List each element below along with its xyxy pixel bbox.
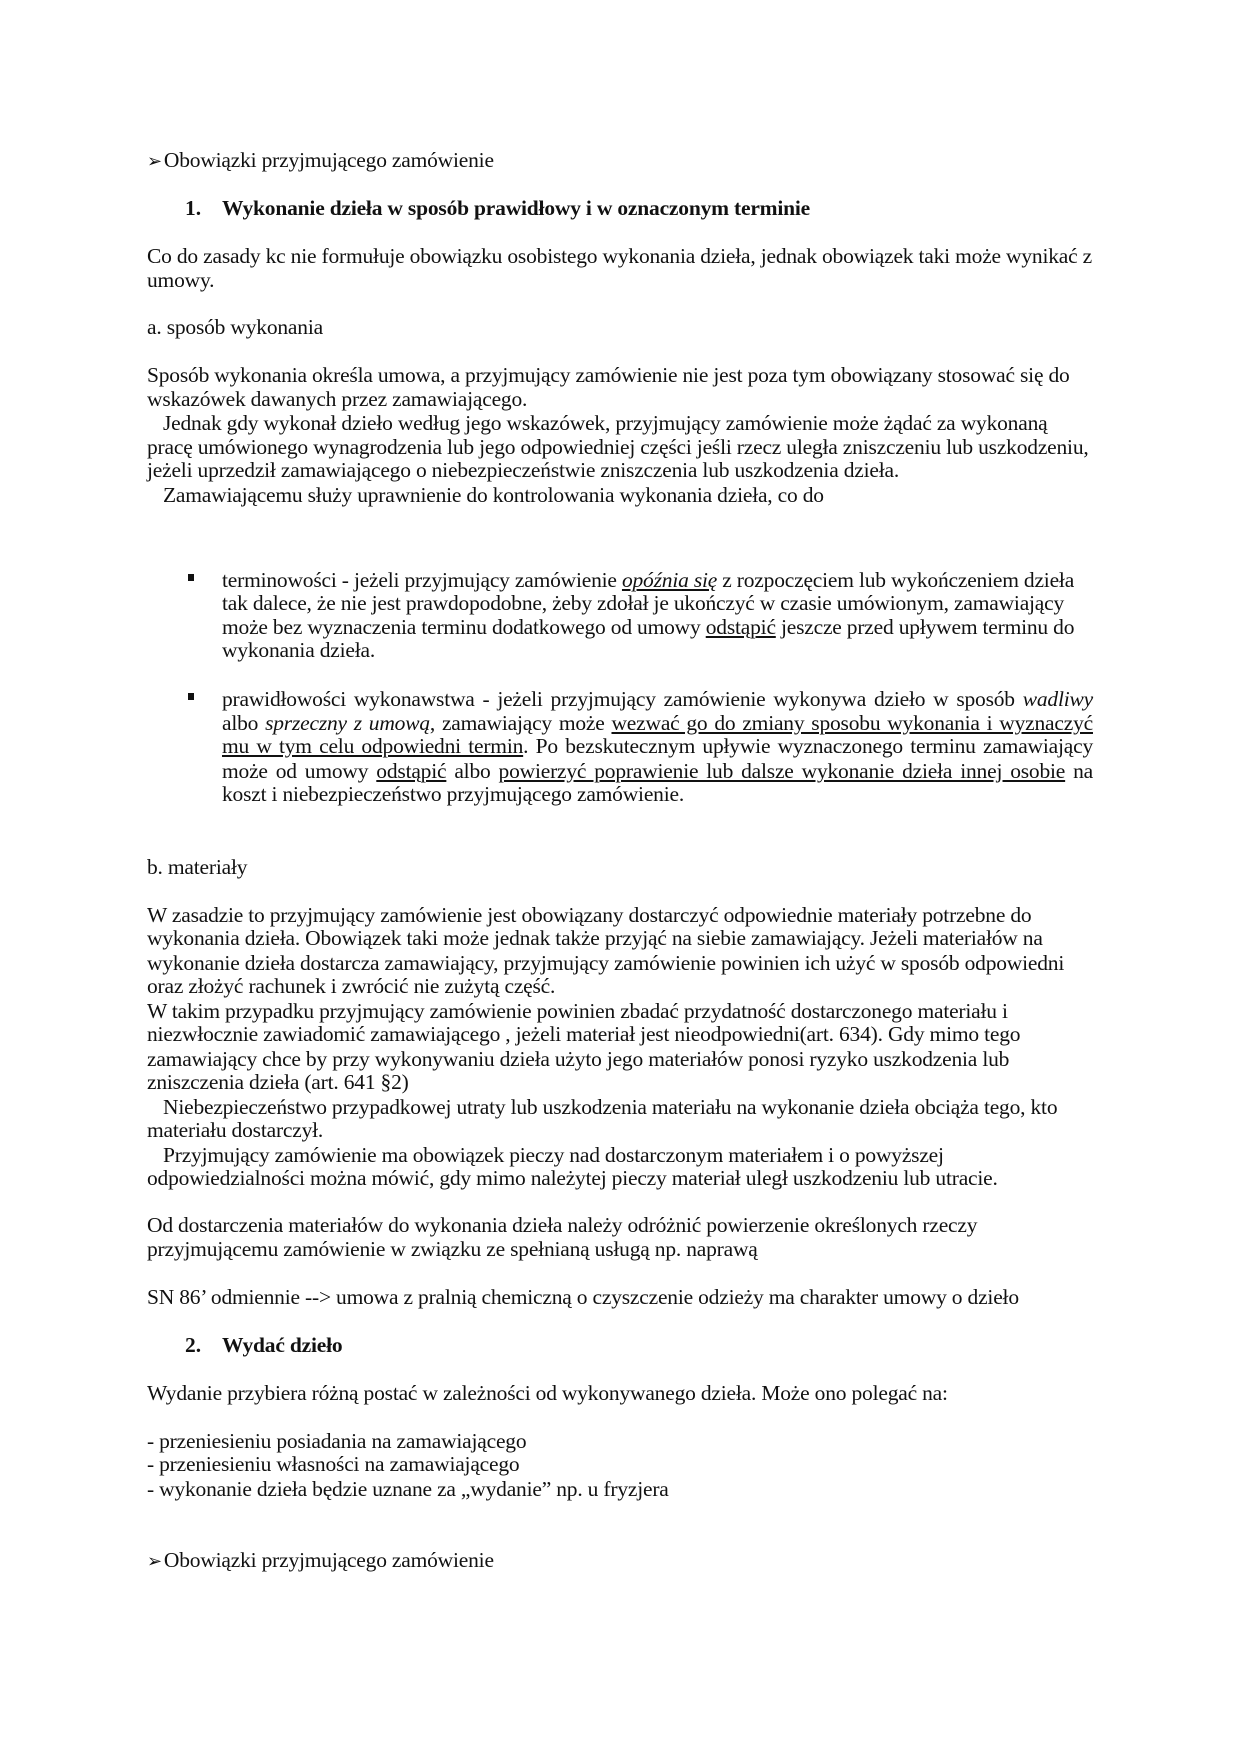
text-segment: zamawiający chce by przy wykonywaniu dzieła użyto jego materiałów ponosi ryzyko uszkodzenia lub: [147, 1047, 1010, 1071]
arrow-bullet-icon: ➢: [147, 1551, 162, 1571]
underlined-text: odstąpić: [705, 615, 776, 639]
text-segment: niezwłocznie zawiadomić zamawiającego , jeżeli materiał jest nieodpowiedni(art. 634). Gdy mimo tego: [147, 1022, 1021, 1046]
text-line: [147, 974, 555, 998]
text-line: [147, 363, 1070, 387]
text-line: [147, 1381, 948, 1405]
text-segment: Co do zasady kc nie formułuje obowiązku osobistego wykonania dzieła, jednak obowiązek taki może wynikać z: [147, 244, 1093, 268]
text-segment: prawidłowości wykonawstwa - jeżeli przyjmujący zamówienie wykonywa dzieło w sposób: [222, 687, 1023, 711]
text-line: [147, 1477, 669, 1501]
text-segment: - przeniesieniu posiadania na zamawiającego: [147, 1429, 527, 1453]
text-segment: może od umowy: [222, 759, 377, 783]
text-segment: na: [1065, 759, 1094, 783]
text-line: [222, 568, 1074, 592]
text-line: [147, 855, 247, 879]
text-line: [147, 926, 1043, 950]
text-line: [147, 1452, 519, 1476]
text-line: [147, 1166, 998, 1190]
section-number: 1.: [185, 196, 202, 220]
text-line: [147, 268, 214, 292]
text-line: [147, 1047, 1009, 1071]
text-segment: Jednak gdy wykonał dzieło według jego wskazówek, przyjmujący zamówienie może żądać za wykonaną: [163, 411, 1048, 435]
text-segment: - wykonanie dzieła będzie uznane za „wydanie” np. u fryzjera: [147, 1477, 669, 1501]
text-segment: wykonania dzieła. Obowiązek taki może jednak także przyjąć na siebie zamawiający. Jeżeli materiałów na: [147, 926, 1043, 950]
text-line: [222, 734, 1093, 758]
underlined-text: wezwać go do zmiany sposobu wykonania i wyznaczyć: [611, 711, 1093, 735]
text-segment: Od dostarczenia materiałów do wykonania dzieła należy odróżnić powierzenie określonych rzeczy: [147, 1213, 978, 1237]
text-segment: , zamawiający może: [429, 711, 612, 735]
text-segment: przyjmującemu zamówienie w związku ze spełnianą usługą np. naprawą: [147, 1237, 758, 1261]
underlined-text: mu w tym celu odpowiedni termin: [222, 734, 524, 758]
text-segment: albo: [222, 711, 266, 735]
text-segment: Wydanie przybiera różną postać w zależności od wykonywanego dzieła. Może ono polegać na:: [147, 1381, 948, 1405]
text-segment: odpowiedzialności można mówić, gdy mimo należytej pieczy materiał uległ uszkodzeniu lub utracie.: [147, 1166, 998, 1190]
text-segment: Obowiązki przyjmującego zamówienie: [163, 148, 494, 172]
arrow-heading: [147, 148, 494, 173]
text-segment: Przyjmujący zamówienie ma obowiązek pieczy nad dostarczonym materiałem i o powyższej: [163, 1143, 944, 1167]
text-line: [147, 387, 527, 411]
text-segment: wskazówek dawanych przez zamawiającego.: [147, 387, 528, 411]
text-segment: b. materiały: [147, 855, 248, 879]
text-segment: albo: [446, 759, 499, 783]
underlined-text: odstąpić: [376, 759, 447, 783]
text-line: [147, 1285, 1019, 1309]
text-line: [222, 759, 1093, 783]
text-segment: może bez wyznaczenia terminu dodatkowego od umowy: [222, 615, 706, 639]
text-line: [147, 1070, 409, 1094]
text-segment: Wydać dzieło: [222, 1333, 343, 1357]
text-line: [222, 782, 684, 806]
text-segment: W zasadzie to przyjmujący zamówienie jest obowiązany dostarczyć odpowiednie materiały potrzebne do: [147, 903, 1032, 927]
text-segment: jeżeli uprzedził zamawiającego o niebezpieczeństwie zniszczenia lub uszkodzenia dzieła.: [147, 458, 900, 482]
text-segment: umowy.: [147, 268, 215, 292]
text-segment: koszt i niebezpieczeństwo przyjmującego zamówienie.: [222, 782, 685, 806]
text-segment: Obowiązki przyjmującego zamówienie: [163, 1548, 494, 1572]
underlined-text: powierzyć poprawienie lub dalsze wykonanie dzieła innej osobie: [498, 759, 1066, 783]
text-segment: Zamawiającemu służy uprawnienie do kontrolowania wykonania dzieła, co do: [163, 483, 824, 507]
text-line: [147, 435, 1089, 459]
text-line: [147, 1022, 1020, 1046]
text-line: [147, 1429, 526, 1453]
text-segment: materiału dostarczył.: [147, 1118, 324, 1142]
italic-text: sprzeczny z umową: [265, 711, 430, 735]
text-line: [147, 315, 323, 339]
text-line: [222, 638, 375, 662]
square-bullet-icon: [188, 693, 194, 700]
text-line: [222, 591, 1064, 615]
text-line: [147, 951, 1064, 975]
text-line: [163, 483, 824, 507]
italic-text: wadliwy: [1022, 687, 1093, 711]
text-line: [163, 1095, 1057, 1119]
text-segment: . Po bezskutecznym upływie wyznaczonego terminu zamawiający: [523, 734, 1093, 758]
text-line: [222, 615, 1074, 639]
text-line: [147, 1118, 323, 1142]
text-segment: a. sposób wykonania: [147, 315, 323, 339]
text-line: [147, 999, 1008, 1023]
text-segment: SN 86’ odmiennie --> umowa z pralnią chemiczną o czyszczenie odzieży ma charakter umowy o dzieło: [147, 1285, 1019, 1309]
text-segment: zniszczenia dzieła (art. 641 §2): [147, 1070, 409, 1094]
text-line: [147, 244, 1092, 268]
square-bullet-icon: [188, 574, 194, 581]
text-line: [222, 711, 1093, 735]
text-line: [147, 1213, 977, 1237]
text-line: [222, 687, 1093, 711]
text-segment: pracę umówionego wynagrodzenia lub jego odpowiedniej części jeśli rzecz uległa zniszczeniu lub uszkodzeniu,: [147, 435, 1089, 459]
arrow-heading: [147, 1548, 494, 1573]
text-segment: tak dalece, że nie jest prawdopodobne, żeby zdołał je ukończyć w czasie umówionym, zamawiający: [222, 591, 1065, 615]
text-line: [147, 458, 899, 482]
text-line: [163, 1143, 944, 1167]
text-segment: Sposób wykonania określa umowa, a przyjmujący zamówienie nie jest poza tym obowiązany stosować się do: [147, 363, 1070, 387]
text-segment: - przeniesieniu własności na zamawiającego: [147, 1452, 520, 1476]
text-line: [163, 411, 1047, 435]
text-segment: oraz złożyć rachunek i zwrócić nie zużytą część.: [147, 974, 556, 998]
section-heading: [222, 196, 810, 220]
text-segment: z rozpoczęciem lub wykończeniem dzieła: [717, 568, 1075, 592]
text-line: [147, 903, 1031, 927]
text-segment: W takim przypadku przyjmujący zamówienie powinien zbadać przydatność dostarczonego materiału i: [147, 999, 1008, 1023]
section-number: 2.: [185, 1333, 202, 1357]
text-segment: wykonania dzieła.: [222, 638, 376, 662]
text-segment: wykonanie dzieła dostarcza zamawiający, przyjmujący zamówienie powinien ich użyć w sposób odpowiedni: [147, 951, 1065, 975]
text-segment: Wykonanie dzieła w sposób prawidłowy i w oznaczonym terminie: [222, 196, 811, 220]
text-segment: Niebezpieczeństwo przypadkowej utraty lub uszkodzenia materiału na wykonanie dzieła obciąża tego, kto: [163, 1095, 1058, 1119]
text-segment: jeszcze przed upływem terminu do: [775, 615, 1075, 639]
text-line: [147, 1237, 758, 1261]
section-heading: [222, 1333, 342, 1357]
text-segment: terminowości - jeżeli przyjmujący zamówienie: [222, 568, 622, 592]
arrow-bullet-icon: ➢: [147, 151, 162, 171]
underlined-text: opóźnia się: [621, 568, 718, 592]
